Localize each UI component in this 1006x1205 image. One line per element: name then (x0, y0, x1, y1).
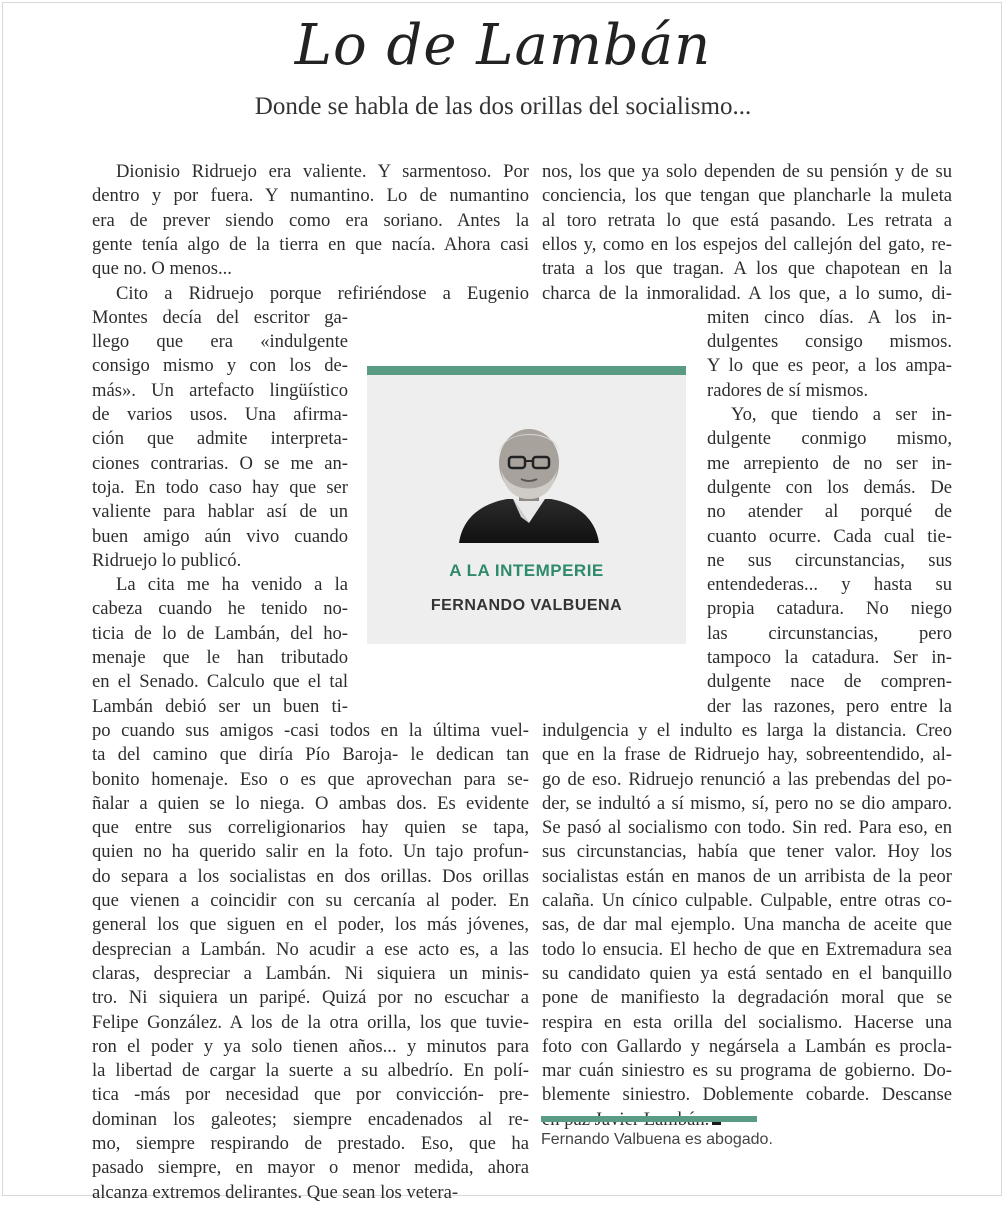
article-line: sas, de dar mal ejemplo. Una mancha de aceite que (542, 914, 952, 936)
author-note: Fernando Valbuena es abogado. (541, 1131, 773, 1148)
article-line: do separa a los socialistas en dos orillas. Dos orillas (92, 865, 529, 887)
article-line: respira en esta orilla del socialismo. Hacerse una (542, 1011, 952, 1033)
article-line: que vienen a coincidir con su cercanía al poder. En (92, 890, 529, 911)
article-line: buen amigo aún vivo cuando (92, 525, 348, 547)
article-line: miten cinco días. A los in- (707, 306, 952, 328)
columnist-box (367, 366, 686, 644)
author-photo (455, 423, 603, 543)
article-line: todo lo ensucia. El hecho de que en Extremadura sea (542, 938, 952, 960)
article-line: claras, despreciar a Lambán. Ni siquiera un minis- (92, 962, 529, 984)
article-line: ta del camino que diría Pío Baroja- le dedican tan (92, 744, 529, 766)
article-line: de varios usos. Una afirma- (92, 404, 348, 425)
article-line: Cito a Ridruejo porque refiriéndose a Eugenio (116, 282, 529, 304)
article-line: Y lo que es peor, a los ampa- (707, 355, 952, 377)
article-line: ne sus circunstancias, sus (707, 549, 952, 571)
article-line: menaje que le han tributado (92, 647, 348, 668)
article-line: dulgentes consigo mismos. (707, 331, 952, 353)
article-line: ñalar a quien se lo niega. O ambas dos. Es evidente (92, 792, 529, 814)
article-line: cuanto ocurre. Cada cual tie- (707, 525, 952, 547)
article-line: Ridruejo lo publicó. (92, 549, 242, 571)
columnist-name: FERNANDO VALBUENA (430, 597, 623, 614)
article-line: conciencia, los que tengan que plancharle la muleta (542, 185, 952, 207)
article-line: no atender al porqué de (707, 501, 952, 523)
article-line: dulgente conmigo mismo, (707, 428, 952, 450)
article-line: calaña. Un cínico culpable. Culpable, entre otras co- (542, 890, 952, 911)
article-line: dentro y por fuera. Y numantino. Lo de numantino (92, 185, 529, 207)
article-line: La cita me ha venido a la (116, 574, 348, 596)
article-line: bonito homenaje. Eso o es que aprovechan para se- (92, 768, 529, 790)
article-line: po cuando sus amigos -casi todos en la última vuel- (92, 719, 529, 741)
article-line: pone de manifiesto la degradación moral que se (542, 987, 952, 1009)
article-line: general los que siguen en el poder, los más jóvenes, (92, 914, 529, 936)
article-title: Lo de Lambán (294, 13, 712, 78)
article-line: mar cuán siniestro es su programa de gobierno. Do- (542, 1060, 952, 1082)
article-line: dulgente nace de compren- (707, 671, 952, 693)
article-line: más». Un artefacto lingüístico (92, 379, 348, 401)
article-line: tica -más por necesidad que por convicción- pre- (92, 1084, 529, 1106)
article-line: ron el poder y ya solo tienen años... y minutos para (92, 1035, 529, 1057)
article-line: cabeza cuando he tenido no- (92, 598, 348, 620)
article-line: foto con Gallardo y negársela a Lambán es procla- (542, 1035, 952, 1057)
article-line: Yo, que tiendo a ser in- (731, 404, 952, 425)
article-line: al toro retrata lo que está pasando. Les retrata a (542, 209, 952, 231)
article-line: me arrepiento de no ser in- (707, 452, 952, 474)
article-line: indulgencia y el indulto es larga la distancia. Creo (542, 719, 952, 741)
article-line: Dionisio Ridruejo era valiente. Y sarmentoso. Por (116, 161, 529, 182)
article-line: sus circunstancias, había que tener valor. Hoy los (542, 841, 952, 863)
article-subtitle: Donde se habla de las dos orillas del socialismo... (254, 93, 752, 120)
article-line: go de eso. Ridruejo renunció a las prebendas del po- (542, 768, 952, 790)
article-line: quien no ha querido salir en la foto. Un tajo profun- (92, 841, 529, 863)
article-line: gente tenía algo de la tierra en que nacía. Ahora casi (92, 233, 529, 255)
article-line: toja. En todo caso hay que ser (92, 476, 348, 498)
article-line: mo, siempre respirando de prestado. Eso, que ha (92, 1133, 529, 1154)
article-line: charca de la inmoralidad. A los que, a lo sumo, di- (542, 282, 952, 304)
article-line: que en la frase de Ridruejo hay, sobreentendido, al- (542, 744, 952, 766)
article-line: ción que admite interpreta- (92, 428, 348, 450)
article-line: Se pasó al socialismo con todo. Sin red. Para eso, en (542, 817, 952, 839)
article-line: Felipe González. A los de la otra orilla, los que tuvie- (92, 1011, 529, 1033)
author-portrait-image (455, 423, 603, 543)
article-line: dulgente con los demás. De (707, 476, 952, 498)
article-line: nos, los que ya solo dependen de su pensión y de su (542, 161, 952, 182)
article-line: Lambán debió ser un buen ti- (92, 695, 348, 717)
article-line: tro. Ni siquiera un paripé. Quizá por no escuchar a (92, 987, 529, 1009)
article-line: propia catadura. No niego (707, 598, 952, 620)
article-line: la libertad de cargar la suerte a su albedrío. En polí- (92, 1060, 529, 1082)
footer-rule (541, 1116, 757, 1122)
column-name: A LA INTEMPERIE (449, 561, 604, 580)
article-line: ellos y, como en los espejos del callejón del gato, re- (542, 233, 952, 255)
article-line: Montes decía del escritor ga- (92, 306, 348, 328)
article-line: der las razones, pero entre la (707, 695, 952, 717)
article-line: radores de sí mismos. (707, 379, 869, 401)
article-line: valiente para hablar así de un (92, 501, 348, 523)
article-line: consigo mismo y con los de- (92, 355, 348, 377)
article-line: der, se indultó a sí mismo, sí, pero no se dio amparo. (542, 792, 952, 814)
article-line: ticia de lo de Lambán, del ho- (92, 622, 348, 644)
article-line: blemente siniestro. Doblemente cobarde. Descanse (542, 1084, 952, 1106)
article-line: desprecian a Lambán. No acudir a ese acto es, a las (92, 938, 529, 960)
article-line: ciones contrarias. O se me an- (92, 452, 348, 474)
article-line: llego que era «indulgente (92, 331, 348, 353)
article-line: entendederas... y hasta su (707, 574, 952, 596)
article-line: alcanza extremos delirantes. Que sean los vetera- (92, 1181, 459, 1203)
article-line: pasado siempre, en mayor o menor medida, ahora (92, 1157, 529, 1179)
article-line: socialistas están en manos de un arribista de la peor (542, 865, 952, 887)
article-line: dominan los galeotes; siempre encadenados al re- (92, 1108, 529, 1130)
article-line: trata a los que tragan. A los que chapotean en la (542, 258, 952, 280)
article-line: las circunstancias, pero (707, 622, 952, 644)
article-line: que entre sus correligionarios hay quien se tapa, (92, 817, 529, 839)
article-line: tampoco la catadura. Ser in- (707, 647, 952, 668)
article-line: que no. O menos... (92, 258, 232, 280)
article-line: su candidato quien ya está sentado en el banquillo (542, 962, 952, 984)
article-line: era de prever siendo como era soriano. Antes la (92, 209, 529, 231)
article-line: en el Senado. Calculo que el tal (92, 671, 348, 693)
